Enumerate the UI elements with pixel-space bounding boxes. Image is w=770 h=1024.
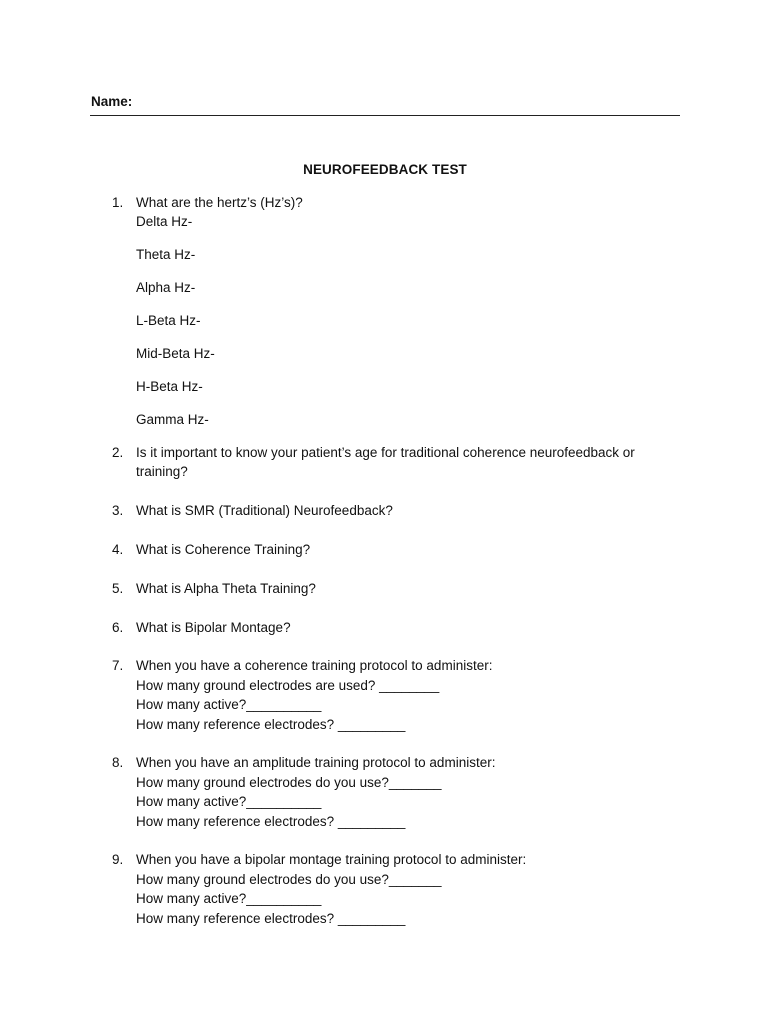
question-text: What are the hertz’s (Hz’s)? (136, 195, 303, 210)
name-label: Name: (91, 94, 133, 109)
question-text: What is Bipolar Montage? (136, 620, 291, 635)
question-text: When you have a bipolar montage training protocol to administer: (136, 852, 527, 867)
question-text: What is Alpha Theta Training? (136, 581, 316, 596)
question-number: 7. (112, 658, 124, 673)
answer-line-gamma: Gamma Hz- (136, 412, 209, 427)
reference-electrodes-blank: How many reference electrodes? _________ (136, 911, 406, 926)
answer-line-hbeta: H-Beta Hz- (136, 379, 203, 394)
question-number: 5. (112, 581, 124, 596)
ground-electrodes-blank: How many ground electrodes are used? ________ (136, 678, 440, 693)
name-field[interactable] (90, 94, 680, 116)
active-electrodes-blank: How many active?__________ (136, 697, 322, 712)
answer-line-lbeta: L-Beta Hz- (136, 313, 201, 328)
answer-line-alpha: Alpha Hz- (136, 280, 196, 295)
reference-electrodes-blank: How many reference electrodes? _________ (136, 717, 406, 732)
reference-electrodes-blank: How many reference electrodes? _________ (136, 814, 406, 829)
question-number: 3. (112, 503, 124, 518)
question-number: 4. (112, 542, 124, 557)
ground-electrodes-blank: How many ground electrodes do you use?_______ (136, 872, 442, 887)
question-text: When you have an amplitude training protocol to administer: (136, 755, 496, 770)
active-electrodes-blank: How many active?__________ (136, 891, 322, 906)
question-text: When you have a coherence training protocol to administer: (136, 658, 493, 673)
question-text: What is SMR (Traditional) Neurofeedback? (136, 503, 393, 518)
question-number: 1. (112, 195, 124, 210)
question-number: 6. (112, 620, 124, 635)
question-text-continued: training? (136, 464, 188, 479)
question-text: Is it important to know your patient’s age for traditional coherence neurofeedback or (136, 445, 635, 460)
ground-electrodes-blank: How many ground electrodes do you use?_______ (136, 775, 442, 790)
question-text: What is Coherence Training? (136, 542, 311, 557)
active-electrodes-blank: How many active?__________ (136, 794, 322, 809)
answer-line-midbeta: Mid-Beta Hz- (136, 346, 215, 361)
question-number: 9. (112, 852, 124, 867)
answer-line-delta: Delta Hz- (136, 214, 193, 229)
question-number: 2. (112, 445, 124, 460)
answer-line-theta: Theta Hz- (136, 247, 196, 262)
page-title: NEUROFEEDBACK TEST (303, 162, 467, 177)
question-number: 8. (112, 755, 124, 770)
